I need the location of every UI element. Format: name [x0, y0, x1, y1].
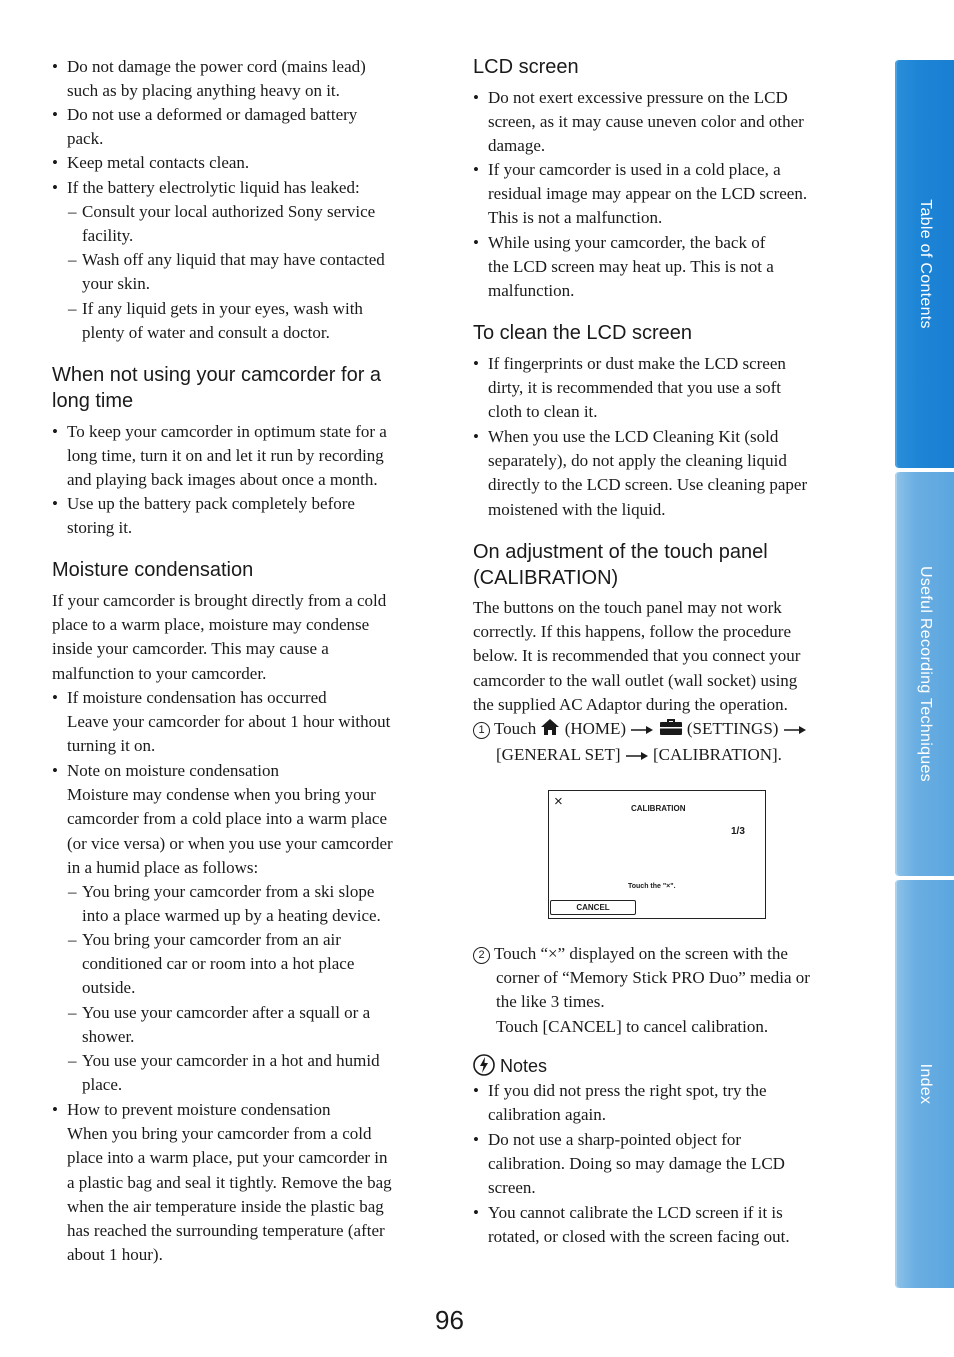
list-item: • Do not damage the power cord (mains lead) such as by placing anything heavy on it. — [67, 55, 366, 103]
calibration-intro: The buttons on the touch panel may not work correctly. If this happens, follow the procedure below. It is recommended that you connect your camcorder to the wall outlet (wall socket) using the supplied AC Adaptor during the operation. — [473, 598, 801, 714]
list-item: • Note on moisture condensation Moisture may condense when you bring your camcorder from a cold place into a warm place (or vice versa) or when you use your camcorder in a humid place as follows: — [67, 759, 393, 880]
step-1: 1 Touch (HOME) (SETTINGS) [GENERAL SET] [CALIBRATION]. — [473, 717, 807, 769]
calibration-screen — [548, 790, 766, 919]
close-icon: × — [554, 793, 563, 810]
toolbox-icon — [659, 718, 683, 743]
sub-list-item: – You use your camcorder in a hot and humid place. — [82, 1049, 380, 1097]
sub-list-item: – You bring your camcorder from an air conditioned car or room into a hot place outside. — [82, 928, 354, 1001]
list-item: • If moisture condensation has occurred Leave your camcorder for about 1 hour without turning it on. — [67, 686, 390, 759]
section-heading-long-time: When not using your camcorder for a long time — [52, 364, 382, 412]
sub-list-item: – You use your camcorder after a squall or a shower. — [82, 1001, 370, 1049]
screen-title: CALIBRATION — [631, 804, 686, 813]
step-number: 1 — [473, 722, 490, 739]
screen-hint: Touch the "×". — [628, 883, 676, 890]
page-number: 96 — [435, 1305, 464, 1335]
sub-list-item: – Consult your local authorized Sony service facility. — [82, 200, 375, 248]
sub-list-item: – If any liquid gets in your eyes, wash with plenty of water and consult a doctor. — [82, 297, 363, 345]
list-item: • To keep your camcorder in optimum state for a long time, turn it on and let it run by recording and playing back images about once a month. — [67, 420, 387, 493]
list-item: • If fingerprints or dust make the LCD screen dirty, it is recommended that you use a soft cloth to clean it. — [488, 352, 786, 425]
arrow-right-icon — [783, 719, 807, 743]
list-item: • Use up the battery pack completely before storing it. — [67, 492, 355, 540]
list-item: • While using your camcorder, the back of the LCD screen may heat up. This is not a malfunction. — [488, 231, 774, 304]
section-heading-clean: To clean the LCD screen — [473, 322, 693, 344]
tab-useful-recording-techniques[interactable]: Useful Recording Techniques — [895, 472, 954, 876]
section-heading-lcd: LCD screen — [473, 56, 579, 78]
screen-page-indicator: 1/3 — [731, 826, 745, 837]
list-item: • Do not exert excessive pressure on the LCD screen, as it may cause uneven color and other damage. — [488, 86, 804, 159]
step-number: 2 — [473, 947, 490, 964]
list-item: • You cannot calibrate the LCD screen if it is rotated, or closed with the screen facing out. — [488, 1201, 790, 1249]
section-heading-moisture: Moisture condensation — [52, 559, 254, 581]
tab-table-of-contents[interactable]: Table of Contents — [895, 60, 954, 468]
cancel-button: CANCEL — [550, 900, 636, 915]
sub-list-item: – You bring your camcorder from a ski slope into a place warmed up by a heating device. — [82, 880, 381, 928]
list-item: • If you did not press the right spot, try the calibration again. — [488, 1079, 767, 1127]
list-item: • If the battery electrolytic liquid has leaked: — [67, 176, 360, 200]
notes-heading: Notes — [473, 1054, 547, 1084]
home-icon — [540, 718, 560, 743]
list-item: • If your camcorder is used in a cold place, a residual image may appear on the LCD screen. This is not a malfunction. — [488, 158, 807, 231]
moisture-intro: If your camcorder is brought directly from a cold place to a warm place, moisture may condense inside your camcorder. This may cause a malfunction to your camcorder. — [52, 591, 387, 683]
list-item: • When you use the LCD Cleaning Kit (sold separately), do not apply the cleaning liquid directly to the LCD screen. Use cleaning paper moistened with the liquid. — [488, 425, 807, 522]
arrow-right-icon — [625, 745, 649, 769]
sub-list-item: – Wash off any liquid that may have contacted your skin. — [82, 248, 385, 296]
list-item: • Do not use a sharp-pointed object for calibration. Doing so may damage the LCD screen. — [488, 1128, 785, 1201]
list-item: • How to prevent moisture condensation When you bring your camcorder from a cold place into a warm place, put your camcorder in a plastic bag and seal it tightly. Remove the bag when the air temperature inside the plastic bag has reached the surrounding temperature (after about 1 hour). — [67, 1098, 392, 1267]
tab-index[interactable]: Index — [895, 880, 954, 1288]
list-item: • Do not use a deformed or damaged battery pack. — [67, 103, 357, 151]
arrow-right-icon — [630, 719, 654, 743]
section-heading-calibration: On adjustment of the touch panel (CALIBRATION) — [473, 541, 768, 589]
list-item: • Keep metal contacts clean. — [67, 151, 249, 175]
step-2: 2 Touch “×” displayed on the screen with the corner of “Memory Stick PRO Duo” media or the like 3 times. Touch [CANCEL] to cancel calibration. — [473, 942, 810, 1039]
